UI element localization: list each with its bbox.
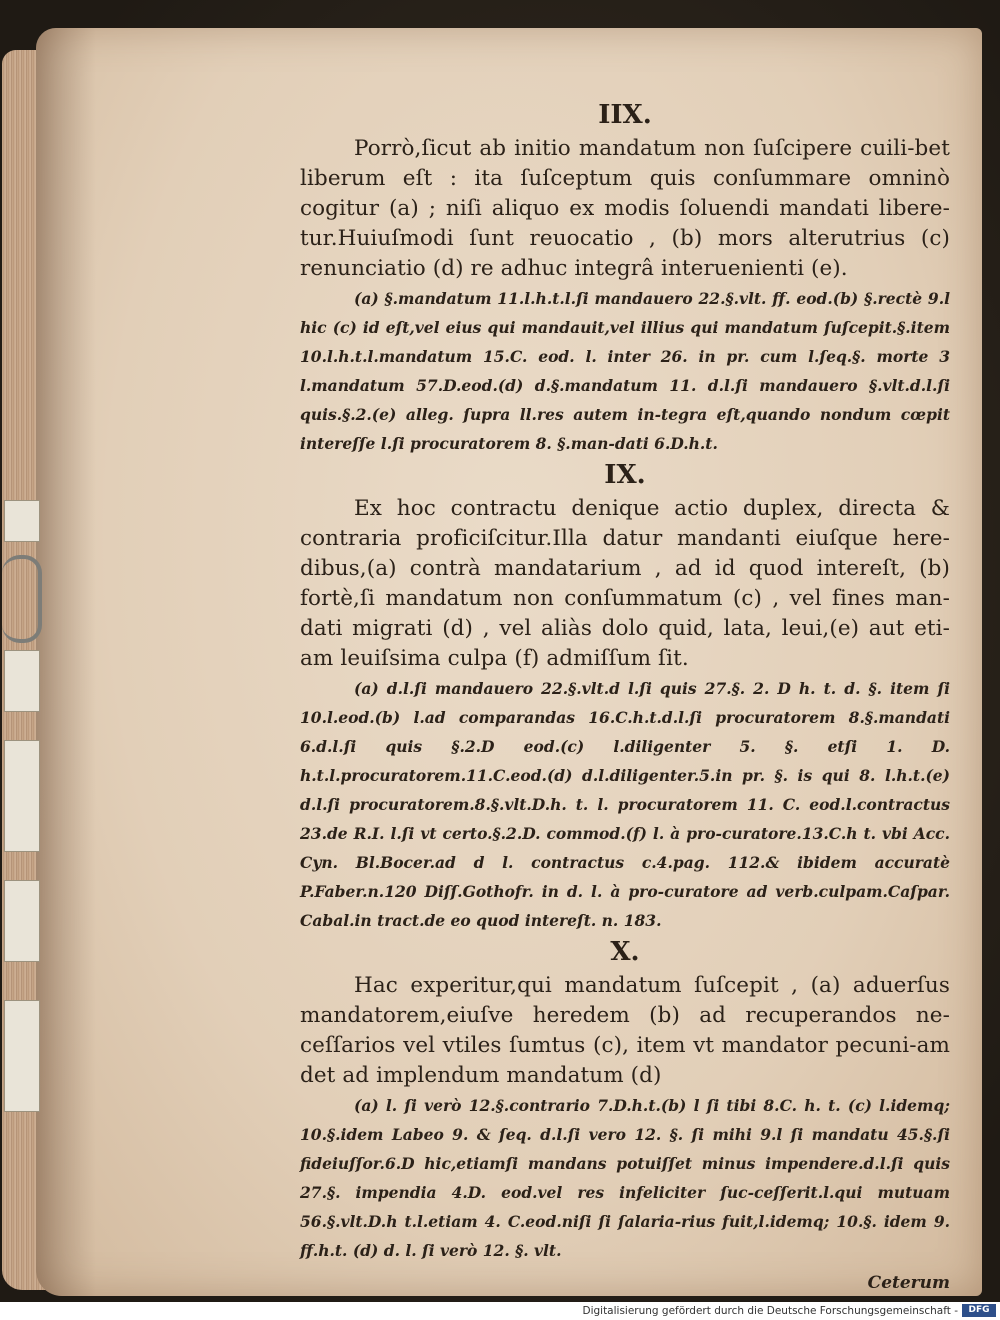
page-text xyxy=(300,98,950,1297)
footnotes: (a) d.l.ſi mandauero 22.§.vlt.d l.ſi quis 27.§. 2. D h. t. d. §. item ſi 10.l.eod.(b) l.ad comparandas 16.C.h.t.d.l.ſi procuratorem 8.§.mandati 6.d.l.ſi quis §.2.D eod.(c) l.diligenter 5. §. etſi 1. D. h.t.l.procuratorem.11.C.eod.(d) d.l.diligenter.5.in pr. §. is qui 8. l.h.t.(e) d.l.ſi procuratorem.8.§.vlt.D.h. t. l. procuratorem 11. C. eod.l.contractus 23.de R.I. l.ſi vt certo.§.2.D. commod.(f) l. à pro-curatore.13.C.h t. vbi Acc. Cyn. Bl.Bocer.ad d l. contractus c.4.pag. 112.& ibidem accuratè P.Faber.n.120 Diſſ.Gothofr. in d. l. à pro-curatore ad verb.culpam.Caſpar. Cabal.in tract.de eo quod intereſt. n. 183. xyxy=(300,679,950,930)
paragraph: Ex hoc contractu denique actio duplex, directa & contraria proficiſcitur.Illa datur mandanti eiuſque here-dibus,(a) contrà mandatarium , ad id quod intereſt, (b) fortè,ſi mandatum non conſummatum (c) , vel fines man-dati migrati (d) , vel aliàs dolo quid, lata, leui,(e) aut eti-am leuiſsima culpa (f) admiſſum ſit. xyxy=(300,496,950,671)
paper-tab xyxy=(4,1000,40,1112)
footnotes: (a) §.mandatum 11.l.h.t.l.ſi mandauero 22.§.vlt. ff. eod.(b) §.rectè 9.l hic (c) id eſt,vel eius qui mandauit,vel illius qui mandatum ſuſcepit.§.item 10.l.h.t.l.mandatum 15.C. eod. l. inter 26. in pr. cum l.ſeq.§. morte 3 l.mandatum 57.D.eod.(d) d.§.mandatum 11. d.l.ſi mandauero §.vlt.d.l.ſi quis.§.2.(e) alleg. ſupra ll.res autem in-tegra eſt,quando nondum cœpit intereſſe l.ſi procuratorem 8. §.man-dati 6.D.h.t. xyxy=(300,289,950,453)
paper-tab xyxy=(4,650,40,712)
paper-tab xyxy=(4,500,40,542)
paper-tab xyxy=(4,880,40,962)
section-number: IIX. xyxy=(598,100,652,130)
section-number: X. xyxy=(610,937,640,967)
paragraph: Hac experitur,qui mandatum ſuſcepit , (a) aduerſus mandatorem,eiuſve heredem (b) ad recuperandos ne-ceſſarios vel vtiles ſumtus (c), item vt mandator pecuni-am det ad implendum mandatum (d) xyxy=(300,973,950,1088)
paper-tab xyxy=(4,740,40,852)
paper-clip-icon xyxy=(2,555,42,643)
dfg-logo: DFG xyxy=(962,1304,996,1317)
paragraph: Porrò,ſicut ab initio mandatum non ſuſcipere cuili-bet liberum eſt : ita ſuſceptum quis conſummare omninò cogitur (a) ; niſi aliquo ex modis ſoluendi mandati libere-tur.Huiuſmodi ſunt reuocatio , (b) mors alterutrius (c) renunciatio (d) re adhuc integrâ interuenienti (e). xyxy=(300,136,950,281)
footnotes: (a) l. ſi verò 12.§.contrario 7.D.h.t.(b) l ſi tibi 8.C. h. t. (c) l.idemq; 10.§.idem Labeo 9. & ſeq. d.l.ſi vero 12. §. ſi mihi 9.l ſi mandatu 45.§.ſi fideiuſſor.6.D hic,etiamſi mandans potuiſſet minus impendere.d.l.ſi quis 27.§. impendia 4.D. eod.vel res infeliciter ſuc-ceſſerit.l.qui mutuam 56.§.vlt.D.h t.l.etiam 4. C.eod.niſi ſi ſalaria-rius fuit,l.idemq; 10.§. idem 9. ff.h.t. (d) d. l. ſi verò 12. §. vlt. xyxy=(300,1096,950,1260)
catchword: Ceterum xyxy=(867,1273,950,1293)
footer-bar xyxy=(0,1302,1000,1320)
section-number: IX. xyxy=(604,460,646,490)
funding-credit: Digitalisierung gefördert durch die Deutsche Forschungsgemeinschaft - xyxy=(582,1305,958,1317)
